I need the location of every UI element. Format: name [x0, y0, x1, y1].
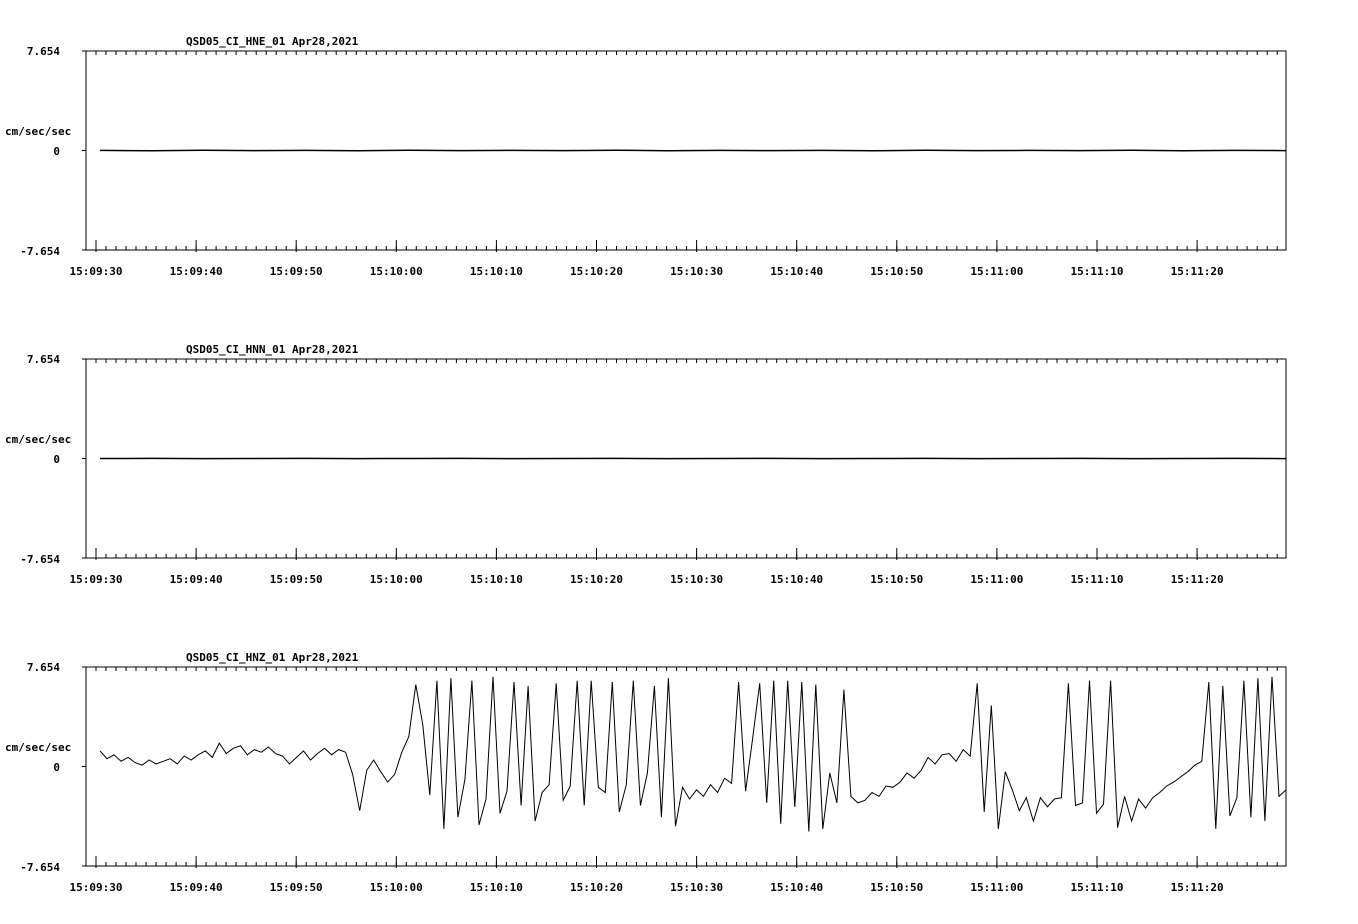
panel-hnn [5, 343, 1286, 586]
x-tick-label: 15:09:30 [69, 573, 123, 586]
x-tick-label: 15:10:20 [570, 573, 623, 586]
y-tick-zero: 0 [53, 145, 60, 158]
x-tick-label: 15:10:50 [870, 881, 924, 894]
x-tick-label: 15:10:40 [770, 265, 824, 278]
x-tick-label: 15:09:30 [69, 265, 123, 278]
y-tick-min: -7.654 [20, 553, 60, 566]
x-tick-label: 15:11:00 [970, 881, 1024, 894]
y-tick-max: 7.654 [26, 661, 60, 674]
x-tick-label: 15:09:30 [69, 881, 123, 894]
x-tick-label: 15:09:40 [169, 265, 223, 278]
trace-line [100, 677, 1286, 832]
x-tick-label: 15:10:10 [469, 265, 523, 278]
x-tick-label: 15:11:10 [1070, 265, 1124, 278]
x-tick-label: 15:10:20 [570, 881, 623, 894]
panel-hne [5, 35, 1286, 278]
x-tick-label: 15:10:00 [369, 881, 423, 894]
minor-ticks [96, 667, 1277, 866]
y-tick-max: 7.654 [26, 353, 60, 366]
panel-title: QSD05_CI_HNE_01 Apr28,2021 [186, 35, 359, 48]
x-tick-label: 15:10:30 [670, 265, 724, 278]
x-tick-label: 15:10:40 [770, 573, 824, 586]
x-tick-label: 15:11:00 [970, 265, 1024, 278]
x-tick-label: 15:09:50 [269, 573, 323, 586]
x-tick-label: 15:11:10 [1070, 881, 1124, 894]
x-tick-label: 15:10:30 [670, 881, 724, 894]
x-tick-label: 15:10:50 [870, 573, 924, 586]
y-axis-label: cm/sec/sec [5, 741, 72, 754]
y-axis-label: cm/sec/sec [5, 125, 72, 138]
x-tick-label: 15:11:00 [970, 573, 1024, 586]
y-tick-min: -7.654 [20, 861, 60, 874]
x-tick-label: 15:09:50 [269, 265, 323, 278]
y-tick-zero: 0 [53, 761, 60, 774]
x-tick-label: 15:11:20 [1170, 881, 1224, 894]
panel-title: QSD05_CI_HNN_01 Apr28,2021 [186, 343, 359, 356]
x-tick-label: 15:10:50 [870, 265, 924, 278]
x-tick-label: 15:11:20 [1170, 573, 1224, 586]
x-tick-label: 15:10:10 [469, 881, 523, 894]
x-tick-label: 15:11:10 [1070, 573, 1124, 586]
x-tick-label: 15:10:20 [570, 265, 623, 278]
x-tick-label: 15:10:10 [469, 573, 523, 586]
x-tick-label: 15:09:40 [169, 573, 223, 586]
x-tick-label: 15:10:00 [369, 573, 423, 586]
panel-title: QSD05_CI_HNZ_01 Apr28,2021 [186, 651, 359, 664]
x-tick-label: 15:10:30 [670, 573, 724, 586]
x-tick-label: 15:09:40 [169, 881, 223, 894]
y-tick-min: -7.654 [20, 245, 60, 258]
x-tick-label: 15:11:20 [1170, 265, 1224, 278]
trace-line [100, 150, 1286, 151]
x-tick-label: 15:09:50 [269, 881, 323, 894]
x-tick-label: 15:10:00 [369, 265, 423, 278]
x-tick-label: 15:10:40 [770, 881, 824, 894]
y-tick-max: 7.654 [26, 45, 60, 58]
y-tick-zero: 0 [53, 453, 60, 466]
y-axis-label: cm/sec/sec [5, 433, 72, 446]
panel-hnz [5, 651, 1286, 894]
